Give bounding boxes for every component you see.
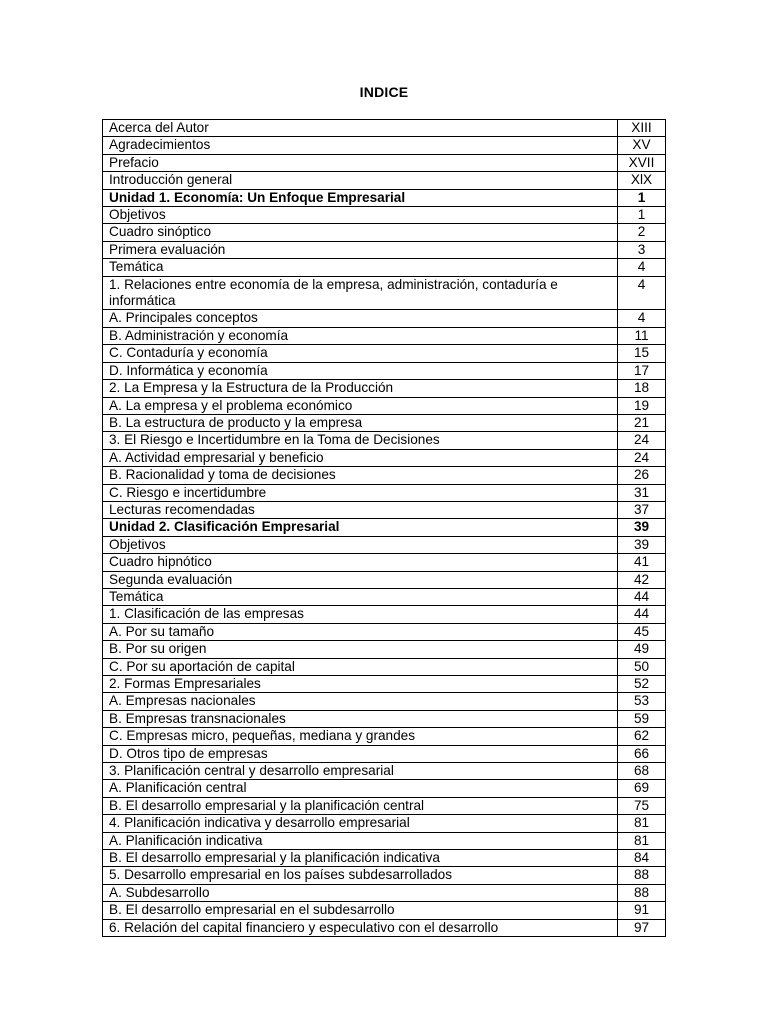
toc-entry-page: 2	[618, 224, 666, 241]
toc-entry-page: 15	[618, 345, 666, 362]
toc-entry-page: 19	[618, 397, 666, 414]
toc-entry-page: 17	[618, 362, 666, 379]
toc-entry-page: 66	[618, 745, 666, 762]
toc-row	[103, 310, 666, 327]
toc-row	[103, 902, 666, 919]
toc-entry-title: Prefacio	[103, 154, 618, 171]
table-of-contents	[102, 119, 666, 937]
toc-row	[103, 327, 666, 344]
toc-entry-title: A. Subdesarrollo	[103, 884, 618, 901]
toc-entry-page: 3	[618, 241, 666, 258]
toc-body	[103, 120, 666, 937]
toc-row	[103, 745, 666, 762]
toc-entry-page: 88	[618, 884, 666, 901]
toc-entry-page: XVII	[618, 154, 666, 171]
toc-entry-title: Cuadro hipnótico	[103, 554, 618, 571]
toc-entry-page: 4	[618, 259, 666, 276]
toc-entry-title: C. Empresas micro, pequeñas, mediana y grandes	[103, 728, 618, 745]
toc-row	[103, 815, 666, 832]
toc-entry-title: B. Por su origen	[103, 641, 618, 658]
toc-entry-title: Temática	[103, 588, 618, 605]
toc-row	[103, 641, 666, 658]
toc-entry-page: 39	[618, 519, 666, 536]
toc-entry-page: 49	[618, 641, 666, 658]
toc-entry-title: Cuadro sinóptico	[103, 224, 618, 241]
toc-entry-page: 21	[618, 414, 666, 431]
toc-row	[103, 414, 666, 431]
toc-entry-title: A. Planificación indicativa	[103, 832, 618, 849]
toc-entry-page: 52	[618, 676, 666, 693]
toc-entry-title: C. Por su aportación de capital	[103, 658, 618, 675]
toc-row	[103, 380, 666, 397]
toc-row	[103, 850, 666, 867]
toc-row	[103, 606, 666, 623]
toc-entry-title: B. Empresas transnacionales	[103, 710, 618, 727]
toc-row	[103, 780, 666, 797]
toc-entry-title: A. Por su tamaño	[103, 623, 618, 640]
toc-row	[103, 536, 666, 553]
toc-row	[103, 432, 666, 449]
toc-entry-title: A. Principales conceptos	[103, 310, 618, 327]
toc-entry-page: 18	[618, 380, 666, 397]
toc-entry-title: 3. Planificación central y desarrollo empresarial	[103, 763, 618, 780]
toc-row	[103, 693, 666, 710]
toc-entry-title: D. Otros tipo de empresas	[103, 745, 618, 762]
toc-entry-page: 97	[618, 919, 666, 936]
toc-row	[103, 224, 666, 241]
toc-row	[103, 501, 666, 518]
toc-entry-page: 1	[618, 189, 666, 206]
toc-entry-page: 62	[618, 728, 666, 745]
toc-row	[103, 588, 666, 605]
toc-entry-page: 81	[618, 832, 666, 849]
toc-entry-page: 44	[618, 588, 666, 605]
toc-row	[103, 137, 666, 154]
toc-row	[103, 884, 666, 901]
toc-entry-title: 3. El Riesgo e Incertidumbre en la Toma de Decisiones	[103, 432, 618, 449]
toc-entry-title: C. Riesgo e incertidumbre	[103, 484, 618, 501]
toc-entry-title: 1. Relaciones entre economía de la empresa, administración, contaduría e informática	[103, 276, 618, 310]
toc-entry-title: C. Contaduría y economía	[103, 345, 618, 362]
toc-entry-title: A. Empresas nacionales	[103, 693, 618, 710]
toc-unit-title: Unidad 2. Clasificación Empresarial	[103, 519, 618, 536]
toc-entry-title: 4. Planificación indicativa y desarrollo empresarial	[103, 815, 618, 832]
toc-entry-page: 24	[618, 449, 666, 466]
toc-row	[103, 763, 666, 780]
toc-row	[103, 676, 666, 693]
toc-entry-page: XV	[618, 137, 666, 154]
toc-entry-page: XlX	[618, 172, 666, 189]
toc-entry-page: 37	[618, 501, 666, 518]
toc-row	[103, 710, 666, 727]
toc-entry-title: Segunda evaluación	[103, 571, 618, 588]
toc-entry-page: 45	[618, 623, 666, 640]
toc-row	[103, 276, 666, 310]
toc-entry-page: 4	[618, 310, 666, 327]
toc-entry-title: B. El desarrollo empresarial y la planificación central	[103, 797, 618, 814]
toc-row	[103, 172, 666, 189]
toc-entry-page: 81	[618, 815, 666, 832]
toc-entry-title: Acerca del Autor	[103, 120, 618, 137]
toc-row	[103, 832, 666, 849]
toc-row	[103, 658, 666, 675]
toc-entry-title: 5. Desarrollo empresarial en los países subdesarrollados	[103, 867, 618, 884]
toc-entry-page: XIII	[618, 120, 666, 137]
toc-entry-page: 88	[618, 867, 666, 884]
page-title: INDICE	[359, 84, 409, 100]
toc-entry-title: 1. Clasificación de las empresas	[103, 606, 618, 623]
toc-row	[103, 728, 666, 745]
toc-entry-page: 42	[618, 571, 666, 588]
toc-entry-title: A. Planificación central	[103, 780, 618, 797]
toc-entry-title: B. Administración y economía	[103, 327, 618, 344]
toc-entry-title: Objetivos	[103, 207, 618, 224]
toc-entry-title: 6. Relación del capital financiero y especulativo con el desarrollo	[103, 919, 618, 936]
toc-entry-title: Objetivos	[103, 536, 618, 553]
toc-row	[103, 467, 666, 484]
toc-row	[103, 362, 666, 379]
toc-entry-page: 1	[618, 207, 666, 224]
toc-entry-page: 11	[618, 327, 666, 344]
toc-entry-title: 2. La Empresa y la Estructura de la Producción	[103, 380, 618, 397]
toc-entry-page: 84	[618, 850, 666, 867]
toc-row	[103, 519, 666, 536]
toc-entry-title: B. El desarrollo empresarial en el subdesarrollo	[103, 902, 618, 919]
toc-row	[103, 397, 666, 414]
toc-row	[103, 484, 666, 501]
toc-entry-title: B. El desarrollo empresarial y la planificación indicativa	[103, 850, 618, 867]
toc-entry-page: 4	[618, 276, 666, 310]
toc-entry-title: A. La empresa y el problema económico	[103, 397, 618, 414]
toc-row	[103, 120, 666, 137]
toc-entry-page: 75	[618, 797, 666, 814]
toc-row	[103, 571, 666, 588]
toc-row	[103, 207, 666, 224]
toc-entry-title: Lecturas recomendadas	[103, 501, 618, 518]
toc-entry-page: 68	[618, 763, 666, 780]
toc-row	[103, 154, 666, 171]
toc-entry-title: Introducción general	[103, 172, 618, 189]
toc-entry-title: D. Informática y economía	[103, 362, 618, 379]
toc-entry-title: Temática	[103, 259, 618, 276]
toc-entry-page: 91	[618, 902, 666, 919]
toc-row	[103, 554, 666, 571]
toc-unit-title: Unidad 1. Economía: Un Enfoque Empresarial	[103, 189, 618, 206]
toc-row	[103, 797, 666, 814]
toc-entry-page: 41	[618, 554, 666, 571]
toc-entry-page: 31	[618, 484, 666, 501]
toc-row	[103, 867, 666, 884]
toc-row	[103, 189, 666, 206]
toc-row	[103, 623, 666, 640]
toc-entry-title: Primera evaluación	[103, 241, 618, 258]
toc-entry-page: 59	[618, 710, 666, 727]
toc-row	[103, 259, 666, 276]
toc-entry-page: 50	[618, 658, 666, 675]
toc-entry-page: 24	[618, 432, 666, 449]
toc-entry-page: 69	[618, 780, 666, 797]
toc-row	[103, 345, 666, 362]
toc-entry-title: Agradecimientos	[103, 137, 618, 154]
toc-entry-page: 26	[618, 467, 666, 484]
toc-entry-title: 2. Formas Empresariales	[103, 676, 618, 693]
toc-row	[103, 241, 666, 258]
toc-entry-page: 39	[618, 536, 666, 553]
toc-row	[103, 919, 666, 936]
toc-entry-title: B. Racionalidad y toma de decisiones	[103, 467, 618, 484]
toc-entry-page: 44	[618, 606, 666, 623]
toc-entry-page: 53	[618, 693, 666, 710]
toc-row	[103, 449, 666, 466]
toc-entry-title: A. Actividad empresarial y beneficio	[103, 449, 618, 466]
toc-entry-title: B. La estructura de producto y la empresa	[103, 414, 618, 431]
